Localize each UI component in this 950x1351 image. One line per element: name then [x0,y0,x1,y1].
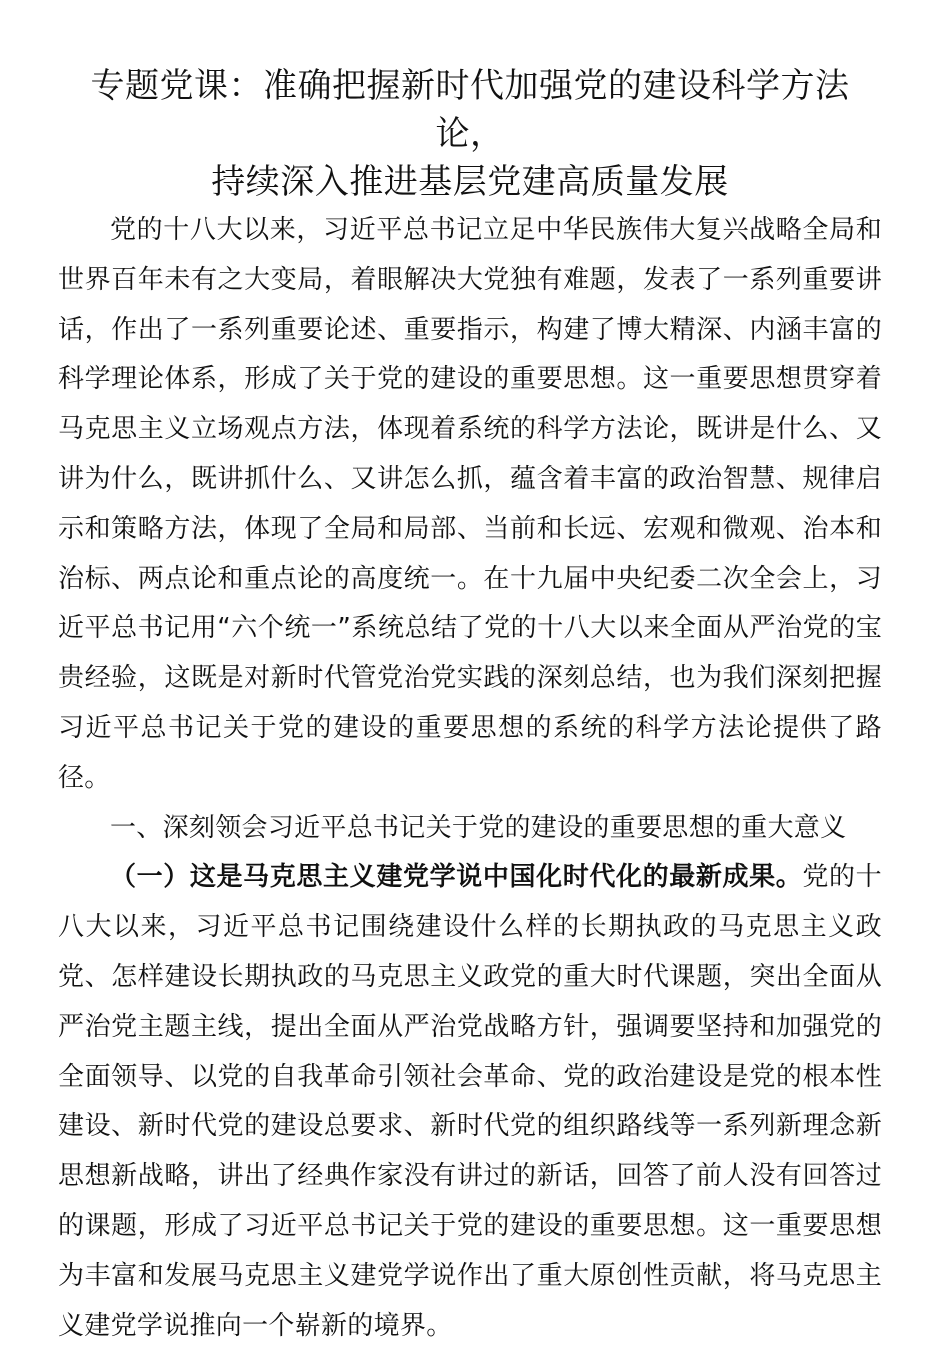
subsection-1-paragraph [58,853,882,1351]
document-title [58,62,882,206]
title-line-1: 专题党课：准确把握新时代加强党的建设科学方法论， [90,66,850,154]
title-line-2: 持续深入推进基层党建高质量发展 [211,162,729,202]
intro-paragraph: 党的十八大以来，习近平总书记立足中华民族伟大复兴战略全局和世界百年未有之大变局，着眼解决大党独有难题，发表了一系列重要讲话，作出了一系列重要论述、重要指示，构建了博大精深、内涵丰富的科学理论体系，形成了关于党的建设的重要思想。这一重要思想贯穿着马克思主义立场观点方法，体现着系统的科学方法论，既讲是什么、又讲为什么，既讲抓什么、又讲怎么抓，蕴含着丰富的政治智慧、规律启示和策略方法，体现了全局和局部、当前和长远、宏观和微观、治本和治标、两点论和重点论的高度统一。在十九届中央纪委二次全会上，习近平总书记用“六个统一”系统总结了党的十八大以来全面从严治党的宝贵经验，这既是对新时代管党治党实践的深刻总结，也为我们深刻把握习近平总书记关于党的建设的重要思想的系统的科学方法论提供了路径。 [58,215,882,793]
section-1-heading: 一、深刻领会习近平总书记关于党的建设的重要思想的重大意义 [110,812,847,843]
subsection-1-body: 党的十八大以来，习近平总书记围绕建设什么样的长期执政的马克思主义政党、怎样建设长期执政的马克思主义政党的重大时代课题，突出全面从严治党主题主线，提出全面从严治党战略方针，强调要坚持和加强党的全面领导、以党的自我革命引领社会革命、党的政治建设是党的根本性建设、新时代党的建设总要求、新时代党的组织路线等一系列新理念新思想新战略，讲出了经典作家没有讲过的新话，回答了前人没有回答过的课题，形成了习近平总书记关于党的建设的重要思想。这一重要思想为丰富和发展马克思主义建党学说作出了重大原创性贡献，将马克思主义建党学说推向一个崭新的境界。 [58,862,882,1341]
subsection-1-lead: （一）这是马克思主义建党学说中国化时代化的最新成果。 [110,862,803,893]
